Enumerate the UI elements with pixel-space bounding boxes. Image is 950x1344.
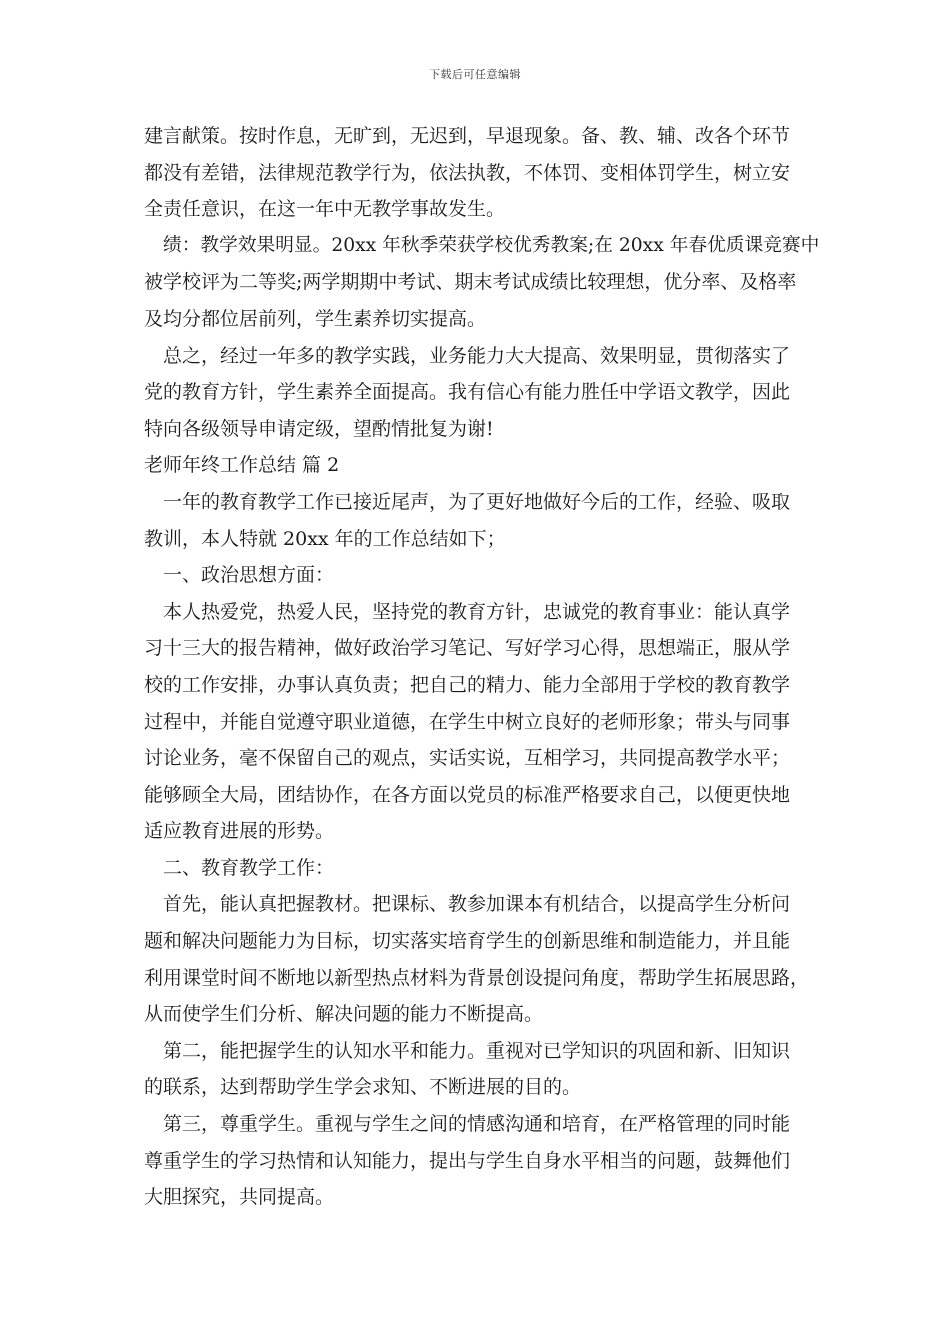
text-line: 全责任意识，在这一年中无教学事故发生。 xyxy=(144,198,506,221)
text-line: 一年的教育教学工作已接近尾声，为了更好地做好今后的工作，经验、吸取 xyxy=(163,490,791,513)
text-line: 一、政治思想方面： xyxy=(163,564,335,587)
text-line: 尊重学生的学习热情和认知能力，提出与学生自身水平相当的问题，鼓舞他们 xyxy=(144,1149,791,1172)
text-line: 总之，经过一年多的教学实践，业务能力大大提高、效果明显，贯彻落实了 xyxy=(163,344,791,367)
text-line: 题和解决问题能力为目标，切实落实培育学生的创新思维和制造能力，并且能 xyxy=(144,930,791,953)
text-line: 习十三大的报告精神，做好政治学习笔记、写好学习心得，思想端正，服从学 xyxy=(144,637,791,660)
text-line: 能够顾全大局，团结协作，在各方面以党员的标准严格要求自己，以便更快地 xyxy=(144,783,791,806)
text-line: 特向各级领导申请定级，望酌情批复为谢! xyxy=(144,417,494,440)
text-line: 首先，能认真把握教材。把课标、教参加课本有机结合，以提高学生分析问 xyxy=(163,893,791,916)
text-line: 讨论业务，毫不保留自己的观点，实话实说，互相学习，共同提高教学水平； xyxy=(144,747,791,770)
text-line: 绩：教学效果明显。20xx 年秋季荣获学校优秀教案;在 20xx 年春优质课竞赛中 xyxy=(163,234,820,256)
text-line: 第二，能把握学生的认知水平和能力。重视对已学知识的巩固和新、旧知识 xyxy=(163,1039,791,1062)
text-line: 被学校评为二等奖;两学期期中考试、期末考试成绩比较理想，优分率、及格率 xyxy=(144,271,797,294)
text-line: 建言献策。按时作息，无旷到，无迟到，早退现象。备、教、辅、改各个环节 xyxy=(144,125,791,147)
text-line: 大胆探究，共同提高。 xyxy=(144,1186,335,1209)
text-line: 党的教育方针，学生素养全面提高。我有信心有能力胜任中学语文教学，因此 xyxy=(144,381,791,404)
text-line: 二、教育教学工作： xyxy=(163,856,335,879)
text-line: 本人热爱党，热爱人民，坚持党的教育方针，忠诚党的教育事业：能认真学 xyxy=(163,600,791,623)
text-line: 第三，尊重学生。重视与学生之间的情感沟通和培育，在严格管理的同时能 xyxy=(163,1113,791,1136)
text-line: 教训，本人特就 20xx 年的工作总结如下； xyxy=(144,527,506,550)
text-line: 过程中，并能自觉遵守职业道德，在学生中树立良好的老师形象；带头与同事 xyxy=(144,710,791,733)
document-body xyxy=(144,118,820,1216)
text-line: 的联系，达到帮助学生学会求知、不断进展的目的。 xyxy=(144,1076,582,1099)
text-line: 从而使学生们分析、解决问题的能力不断提高。 xyxy=(144,1003,544,1026)
text-line: 老师年终工作总结 篇 2 xyxy=(144,454,340,477)
text-line: 都没有差错，法律规范教学行为，依法执教，不体罚、变相体罚学生，树立安 xyxy=(144,161,791,184)
text-line: 及均分都位居前列，学生素养切实提高。 xyxy=(144,307,487,330)
text-line: 适应教育进展的形势。 xyxy=(144,820,335,843)
text-line: 利用课堂时间不断地以新型热点材料为背景创设提问角度，帮助学生拓展思路， xyxy=(144,966,810,989)
page-header-note: 下载后可任意编辑 xyxy=(429,68,521,81)
text-line: 校的工作安排，办事认真负责；把自己的精力、能力全部用于学校的教育教学 xyxy=(144,673,791,696)
